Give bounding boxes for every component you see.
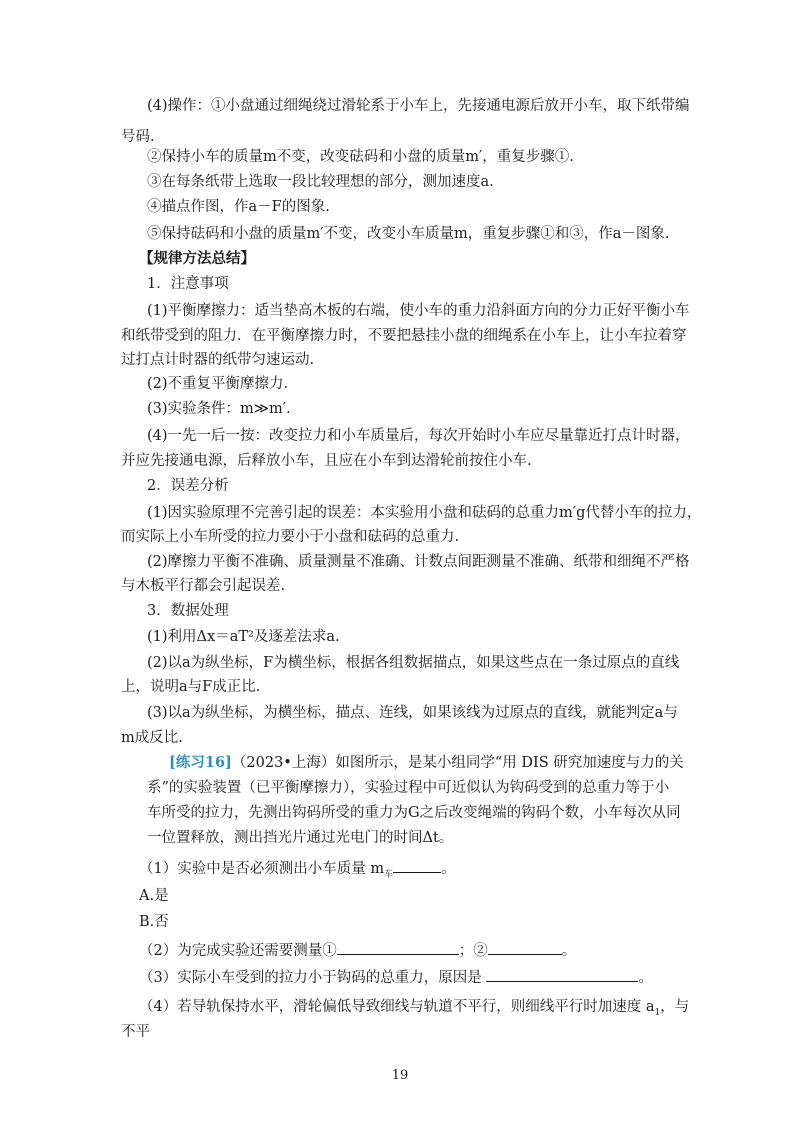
exercise-line — [169, 753, 684, 773]
option-b: B.否 — [139, 914, 169, 930]
question-1: （1）实验中是否必须测出小车质量 $m_车$ 。 — [139, 858, 456, 885]
text-line: (1)因实验原理不完善引起的误差：本实验用小盘和砝码的总重力m′g代替小车的拉力， — [147, 505, 702, 521]
text-line: (4)一先一后一按：改变拉力和小车质量后，每次开始时小车应尽量靠近打点计时器， — [147, 428, 690, 444]
section-heading: 3．数据处理 — [147, 603, 229, 619]
text-line: 与木板平行都会引起误差. — [121, 578, 286, 594]
text-line: (1)利用Δx＝aT²及逐差法求a. — [147, 629, 340, 645]
answer-blank[interactable] — [488, 940, 562, 955]
question-4: （4）若导轨保持水平，滑轮偏低导致细线与轨道不平行，则细线平行时加速度 $a_1$，与 — [139, 999, 690, 1018]
section-heading: 【规律方法总结】 — [139, 250, 255, 267]
answer-blank[interactable] — [486, 967, 638, 982]
text-line: ④描点作图，作a－F的图象. — [147, 199, 330, 215]
text-line: m成反比. — [121, 730, 183, 746]
question-2: （2）为完成实验还需要测量① ；② 。 — [139, 940, 576, 961]
text-line: (4)操作：①小盘通过细绳绕过滑轮系于小车上，先接通电源后放开小车，取下纸带编 — [147, 98, 690, 114]
exercise-text: （2023•上海）如图所示，是某小组同学“用 DIS 研究加速度与力的关 — [231, 755, 684, 771]
text-line: 并应先接通电源，后释放小车，且应在小车到达滑轮前按住小车. — [121, 453, 532, 469]
text-line: (2)摩擦力平衡不准确、质量测量不准确、计数点间距测量不准确、纸带和细绳不严格 — [147, 554, 690, 570]
text-line: (2)不重复平衡摩擦力. — [147, 376, 289, 392]
exercise-line: 一位置释放，测出挡光片通过光电门的时间Δt。 — [147, 830, 454, 846]
text-line: 而实际上小车所受的拉力要小于小盘和砝码的总重力. — [121, 529, 460, 545]
question-3: （3）实际小车受到的拉力小于钩码的总重力，原因是 。 — [139, 967, 653, 988]
answer-blank[interactable] — [337, 940, 459, 955]
text-line: 号码. — [121, 129, 155, 145]
text-line: (3)以a为纵坐标，为横坐标，描点、连线，如果该线为过原点的直线，就能判定a与 — [147, 705, 678, 721]
section-heading: 2．误差分析 — [147, 478, 229, 494]
answer-blank[interactable] — [393, 858, 441, 873]
text-line: ③在每条纸带上选取一段比较理想的部分，测加速度a. — [147, 174, 494, 190]
text-line: (3)实验条件：m≫m′. — [147, 401, 291, 417]
text-line: ⑤保持砝码和小盘的质量m′不变，改变小车质量m，重复步骤①和③，作a－图象. — [147, 226, 670, 242]
option-a: A.是 — [139, 888, 169, 904]
text-line: ②保持小车的质量m不变，改变砝码和小盘的质量m′，重复步骤①. — [147, 149, 574, 165]
text-line: 上，说明a与F成正比. — [121, 679, 261, 695]
text-line: (2)以a为纵坐标，F为横坐标，根据各组数据描点，如果这些点在一条过原点的直线 — [147, 655, 680, 671]
page-number: 19 — [391, 1068, 409, 1083]
text-line: (1)平衡摩擦力：适当垫高木板的右端，使小车的重力沿斜面方向的分力正好平衡小车 — [147, 303, 690, 319]
exercise-line: 系”的实验装置（已平衡摩擦力），实验过程中可近似认为钩码受到的总重力等于小 — [147, 780, 670, 796]
exercise-line: 车所受的拉力，先测出钩码所受的重力为G之后改变绳端的钩码个数，小车每次从同 — [147, 805, 681, 821]
text-line: 过打点计时器的纸带匀速运动. — [121, 352, 315, 368]
question-4-continued: 不平 — [121, 1024, 150, 1040]
text-line: 和纸带受到的阻力．在平衡摩擦力时，不要把悬挂小盘的细绳系在小车上，让小车拉着穿 — [121, 328, 687, 344]
section-heading: 1．注意事项 — [147, 276, 229, 292]
exercise-label: [练习16] — [169, 754, 232, 771]
